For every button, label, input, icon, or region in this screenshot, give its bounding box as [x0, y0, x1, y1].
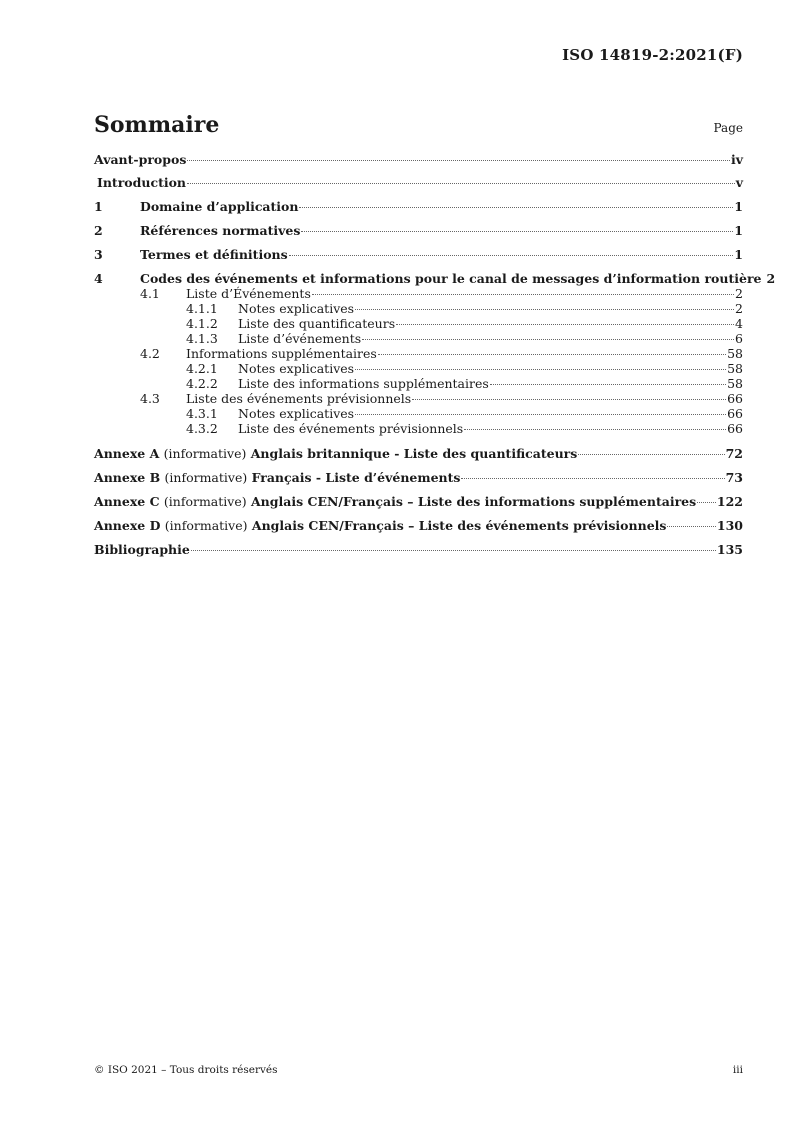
toc-entry-title: Notes explicatives [238, 301, 355, 316]
table-of-contents [94, 152, 776, 557]
toc-entry-page: 1 [734, 223, 743, 238]
toc-entry-number: 4.1.2 [186, 316, 218, 331]
page-number: iii [732, 1064, 743, 1076]
toc-entry-number: 4.3 [140, 391, 160, 406]
toc-entry-page: 122 [716, 494, 743, 509]
toc-entry-title: Liste d’Événements [186, 286, 311, 301]
toc-entry-title: Notes explicatives [238, 406, 355, 421]
toc-entry-title: Introduction [97, 175, 187, 190]
toc-entry-title: Avant-propos [94, 152, 187, 167]
toc-subentry[interactable] [94, 331, 743, 346]
leader-dots [412, 399, 726, 400]
toc-entry-page: 1 [734, 247, 743, 262]
toc-entry-number: 4.2.2 [186, 376, 218, 391]
toc-entry-page: 58 [727, 376, 743, 391]
toc-entry-title: Domaine d’application [140, 199, 299, 214]
toc-entry-page: 58 [727, 361, 743, 376]
toc-entry-page: 135 [716, 542, 743, 557]
toc-entry-number: 4 [94, 271, 103, 286]
toc-entry-title: Liste des quantificateurs [238, 316, 396, 331]
toc-entry-title: Bibliographie [94, 542, 190, 557]
toc-entry-title: Notes explicatives [238, 361, 355, 376]
toc-entry-page: 72 [725, 446, 743, 461]
toc-entry-title: Liste des informations supplémentaires [238, 376, 489, 391]
toc-entry-page: 66 [727, 421, 743, 436]
annex-type: (informative) [163, 494, 247, 509]
toc-annex-c[interactable] [94, 494, 743, 509]
leader-dots [299, 207, 733, 208]
toc-entry-page: 66 [727, 391, 743, 406]
toc-subentry[interactable] [94, 406, 743, 421]
toc-entry-title: Liste d’événements [238, 331, 362, 346]
annex-title: Anglais CEN/Français – Liste des informations supplémentaires [250, 494, 697, 509]
toc-entry-title: Liste des événements prévisionnels [186, 391, 412, 406]
toc-entry[interactable] [94, 223, 743, 238]
leader-dots [289, 255, 734, 256]
annex-title: Français - Liste d’événements [251, 470, 461, 485]
toc-entry-number: 4.2.1 [186, 361, 218, 376]
toc-subentry[interactable] [94, 346, 743, 361]
annex-type: (informative) [164, 470, 248, 485]
leader-dots [355, 414, 726, 415]
toc-entry-page: 58 [727, 346, 743, 361]
leader-dots [355, 309, 734, 310]
toc-entry-page: 2 [735, 286, 743, 301]
toc-entry-title: Informations supplémentaires [186, 346, 377, 361]
toc-entry[interactable] [94, 175, 743, 190]
document-code: ISO 14819-2:2021(F) [562, 46, 743, 64]
toc-entry-title: Liste des événements prévisionnels [238, 421, 464, 436]
leader-dots [378, 354, 726, 355]
toc-annex-b[interactable] [94, 470, 743, 485]
annex-label: Annexe D [94, 518, 161, 533]
toc-entry-number: 1 [94, 199, 103, 214]
leader-dots [187, 183, 735, 184]
leader-dots [312, 294, 734, 295]
toc-entry-number: 3 [94, 247, 103, 262]
leader-dots [301, 231, 733, 232]
toc-bibliography[interactable] [94, 542, 743, 557]
toc-subentry[interactable] [94, 316, 743, 331]
toc-entry-number: 4.2 [140, 346, 160, 361]
leader-dots [490, 384, 726, 385]
annex-type: (informative) [163, 446, 247, 461]
toc-entry-page: 2 [735, 301, 743, 316]
page-title: Sommaire [94, 112, 220, 138]
title-row [94, 112, 743, 138]
toc-entry-page: 73 [725, 470, 743, 485]
annex-label: Annexe C [94, 494, 160, 509]
toc-subentry[interactable] [94, 286, 743, 301]
page-column-label: Page [713, 121, 743, 135]
toc-entry-number: 4.3.2 [186, 421, 218, 436]
toc-subentry[interactable] [94, 376, 743, 391]
toc-entry[interactable] [94, 199, 743, 214]
toc-entry-page: 130 [716, 518, 743, 533]
toc-entry-number: 4.1.1 [186, 301, 218, 316]
leader-dots [667, 526, 715, 527]
toc-entry-number: 4.1 [140, 286, 160, 301]
leader-dots [578, 454, 724, 455]
toc-entry-number: 4.1.3 [186, 331, 218, 346]
toc-entry-page: 1 [734, 199, 743, 214]
toc-entry[interactable] [94, 247, 743, 262]
leader-dots [362, 339, 734, 340]
toc-entry-number: 4.3.1 [186, 406, 218, 421]
toc-entry-title: Codes des événements et informations pour le canal de messages d’information routière [140, 271, 762, 286]
toc-entry-page: iv [730, 152, 743, 167]
toc-entry-title: Termes et définitions [140, 247, 288, 262]
leader-dots [697, 502, 716, 503]
toc-entry-number: 2 [94, 223, 103, 238]
toc-annex-d[interactable] [94, 518, 743, 533]
toc-subentry[interactable] [94, 361, 743, 376]
leader-dots [464, 429, 726, 430]
toc-entry[interactable] [94, 271, 776, 286]
toc-entry-page: v [735, 175, 743, 190]
toc-subentry[interactable] [94, 391, 743, 406]
toc-entry-title: Références normatives [140, 223, 301, 238]
toc-annex-a[interactable] [94, 446, 743, 461]
leader-dots [396, 324, 734, 325]
leader-dots [191, 550, 716, 551]
toc-subentry[interactable] [94, 301, 743, 316]
leader-dots [461, 478, 724, 479]
toc-entry-page: 2 [766, 271, 776, 286]
annex-title: Anglais britannique - Liste des quantificateurs [250, 446, 578, 461]
toc-subentry[interactable] [94, 421, 743, 436]
toc-entry-page: 66 [727, 406, 743, 421]
toc-entry-page: 6 [735, 331, 743, 346]
toc-entry[interactable] [94, 152, 743, 167]
toc-entry-page: 4 [735, 316, 743, 331]
page-footer [94, 1064, 743, 1076]
annex-label: Annexe A [94, 446, 160, 461]
leader-dots [355, 369, 726, 370]
copyright-notice: © ISO 2021 – Tous droits réservés [94, 1064, 278, 1076]
annex-label: Annexe B [94, 470, 161, 485]
leader-dots [187, 160, 730, 161]
annex-title: Anglais CEN/Français – Liste des événements prévisionnels [251, 518, 667, 533]
annex-type: (informative) [164, 518, 248, 533]
